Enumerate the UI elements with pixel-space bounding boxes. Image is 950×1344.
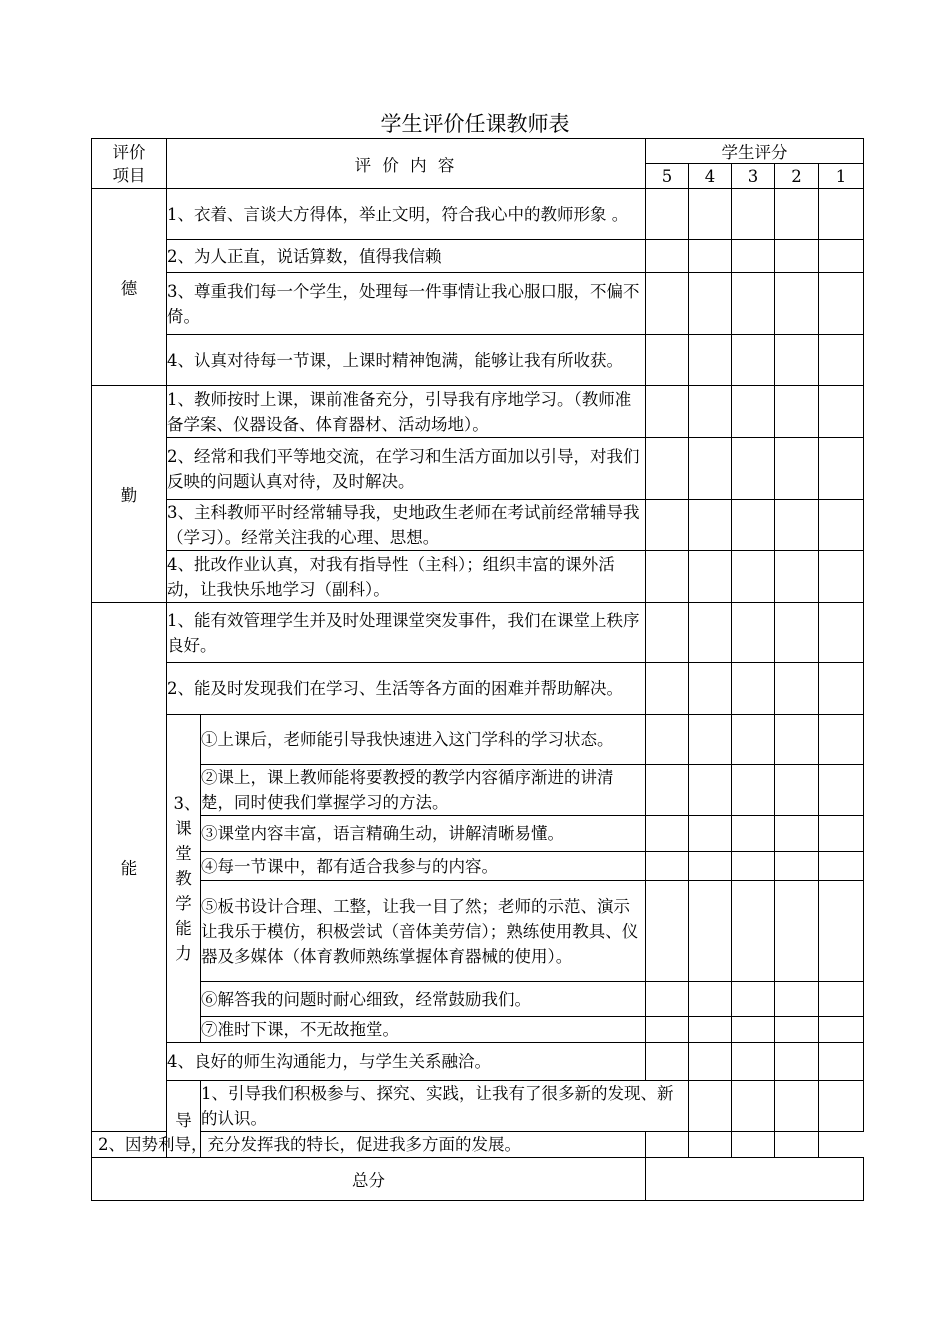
section-label-neng: 能 [92,603,167,1132]
criterion-text: 1、衣着、言谈大方得体，举止文明，符合我心中的教师形象 。 [167,189,646,240]
score-cell-4[interactable] [689,438,732,500]
score-cell-2[interactable] [775,603,819,663]
evaluation-table [91,138,864,1201]
criterion-text: 4、认真对待每一节课，上课时精神饱满，能够让我有所收获。 [167,335,646,386]
score-cell-3[interactable] [732,816,775,852]
criterion-text: 2、为人正直，说话算数，值得我信赖 [167,240,646,273]
score-cell-2[interactable] [775,189,819,240]
score-cell-3[interactable] [732,551,775,603]
criterion-text: 3、尊重我们每一个学生，处理每一件事情让我心服口服，不偏不倚。 [167,273,646,335]
score-cell-4[interactable] [689,386,732,438]
score-cell-3[interactable] [732,335,775,386]
criterion-text: 1、教师按时上课，课前准备充分，引导我有序地学习。（教师准备学案、仪器设备、体育器材、活动场地）。 [167,386,646,438]
score-cell-3[interactable] [732,881,775,982]
score-cell-4[interactable] [689,500,732,551]
section-label-dao: 导 [167,1081,201,1158]
score-cell-4[interactable] [689,765,732,816]
score-cell-1[interactable] [819,816,864,852]
score-cell-3[interactable] [732,1043,775,1081]
criterion-text: 1、引导我们积极参与、探究、实践，让我有了很多新的发现、新的认识。 [201,1081,689,1132]
score-cell-5[interactable] [646,852,689,881]
score-cell-3[interactable] [732,715,775,765]
score-cell-4[interactable] [689,816,732,852]
score-cell-3[interactable] [689,1132,732,1158]
score-cell-2[interactable] [775,1043,819,1081]
score-cell-1[interactable] [819,765,864,816]
sub-criterion-text: ⑥解答我的问题时耐心细致，经常鼓励我们。 [201,982,646,1017]
score-header-2: 2 [775,164,819,189]
score-cell-2[interactable] [775,816,819,852]
criterion-text: 2、经常和我们平等地交流，在学习和生活方面加以引导，对我们反映的问题认真对待，及时解决。 [167,438,646,500]
score-cell-5[interactable] [646,1043,689,1081]
score-cell-2[interactable] [775,715,819,765]
score-cell-1[interactable] [819,240,864,273]
header-content: 评 价 内 容 [167,139,646,189]
header-item-line-1: 评价 [112,142,146,162]
score-cell-3[interactable] [732,852,775,881]
page-title: 学生评价任课教师表 [380,112,570,136]
score-cell-4[interactable] [689,603,732,663]
score-cell-2[interactable] [775,240,819,273]
score-cell-5[interactable] [646,273,689,335]
sub-criterion-text: ②课上，课上教师能将要教授的教学内容循序渐进的讲清楚，同时使我们掌握学习的方法。 [201,765,646,816]
score-cell-1[interactable] [819,551,864,603]
score-cell-1[interactable] [819,386,864,438]
section-label-qin: 勤 [92,386,167,603]
score-cell-5[interactable] [646,715,689,765]
score-cell-2[interactable] [775,551,819,603]
score-cell-4[interactable] [689,663,732,715]
score-cell-3[interactable] [732,603,775,663]
score-cell-4[interactable] [689,335,732,386]
criterion-text: 1、能有效管理学生并及时处理课堂突发事件，我们在课堂上秩序良好。 [167,603,646,663]
score-cell-1[interactable] [819,663,864,715]
criterion-text: 3、主科教师平时经常辅导我，史地政生老师在考试前经常辅导我（学习）。经常关注我的心理、思想。 [167,500,646,551]
score-cell-4[interactable] [732,1081,775,1132]
score-cell-2[interactable] [775,852,819,881]
score-cell-3[interactable] [732,1017,775,1043]
criterion-text: 4、批改作业认真，对我有指导性（主科）；组织丰富的课外活动，让我快乐地学习（副科）。 [167,551,646,603]
score-cell-1[interactable] [819,715,864,765]
score-cell-2[interactable] [775,982,819,1017]
criterion-text: 4、良好的师生沟通能力，与学生关系融洽。 [167,1043,646,1081]
score-cell-2[interactable] [775,335,819,386]
score-cell-4[interactable] [646,1132,689,1158]
sub-criterion-text: ⑤板书设计合理、工整，让我一目了然；老师的示范、演示让我乐于模仿，积极尝试（音体美劳信）；熟练使用教具、仪器及多媒体（体育教师熟练掌握体育器械的使用）。 [201,881,646,982]
score-cell-2[interactable] [819,1081,864,1132]
score-cell-3[interactable] [732,663,775,715]
score-cell-5[interactable] [646,240,689,273]
score-cell-5[interactable] [646,551,689,603]
score-cell-2[interactable] [775,386,819,438]
score-cell-2[interactable] [732,1132,775,1158]
score-cell-1[interactable] [819,273,864,335]
subsection-label-text: 3、课堂教学能力 [173,794,201,963]
score-cell-3[interactable] [732,500,775,551]
subsection-label-teaching-ability [167,715,201,1043]
header-item-cell [92,139,167,189]
score-cell-2[interactable] [775,273,819,335]
score-cell-5[interactable] [646,603,689,663]
score-cell-5[interactable] [646,982,689,1017]
score-cell-2[interactable] [775,500,819,551]
score-cell-1[interactable] [819,1017,864,1043]
score-cell-5[interactable] [646,1017,689,1043]
score-cell-1[interactable] [819,603,864,663]
score-cell-2[interactable] [775,881,819,982]
score-cell-5[interactable] [646,386,689,438]
sub-criterion-text: ⑦准时下课，不无故拖堂。 [201,1017,646,1043]
score-cell-4[interactable] [689,1017,732,1043]
score-cell-5[interactable] [689,1081,732,1132]
score-cell-2[interactable] [775,765,819,816]
score-cell-4[interactable] [689,273,732,335]
score-cell-5[interactable] [646,881,689,982]
score-cell-1[interactable] [819,1043,864,1081]
score-cell-1[interactable] [819,500,864,551]
score-cell-1[interactable] [819,189,864,240]
score-cell-5[interactable] [646,816,689,852]
score-cell-1[interactable] [819,852,864,881]
score-cell-3[interactable] [732,189,775,240]
score-cell-5[interactable] [646,189,689,240]
sub-criterion-text: ①上课后，老师能引导我快速进入这门学科的学习状态。 [201,715,646,765]
score-cell-3[interactable] [732,240,775,273]
score-header-3: 3 [732,164,775,189]
score-cell-3[interactable] [732,386,775,438]
score-cell-2[interactable] [775,663,819,715]
score-cell-4[interactable] [689,189,732,240]
score-cell-4[interactable] [689,1043,732,1081]
criterion-text: 2、因势利导，充分发挥我的特长，促进我多方面的发展。 [92,1132,201,1158]
score-cell-4[interactable] [689,240,732,273]
score-cell-1[interactable] [775,1132,819,1158]
header-score-group: 学生评分 [646,139,864,164]
score-header-1: 1 [819,164,864,189]
section-label-de: 德 [92,189,167,386]
total-label: 总分 [92,1158,646,1201]
score-cell-4[interactable] [689,982,732,1017]
score-cell-3[interactable] [732,438,775,500]
criterion-text: 2、能及时发现我们在学习、生活等各方面的困难并帮助解决。 [167,663,646,715]
score-cell-5[interactable] [646,438,689,500]
header-item-line-2: 项目 [112,165,146,185]
sub-criterion-text: ③课堂内容丰富，语言精确生动，讲解清晰易懂。 [201,816,646,852]
score-cell-3[interactable] [732,273,775,335]
score-cell-1[interactable] [819,881,864,982]
score-header-4: 4 [689,164,732,189]
score-cell-4[interactable] [689,551,732,603]
score-cell-5[interactable] [646,500,689,551]
total-score-cell[interactable] [646,1158,864,1201]
score-cell-1[interactable] [819,982,864,1017]
score-cell-4[interactable] [689,881,732,982]
sub-criterion-text: ④每一节课中，都有适合我参与的内容。 [201,852,646,881]
score-header-5: 5 [646,164,689,189]
score-cell-2[interactable] [775,438,819,500]
score-cell-4[interactable] [689,715,732,765]
score-cell-5[interactable] [646,663,689,715]
score-cell-2[interactable] [775,1017,819,1043]
score-cell-3[interactable] [775,1081,819,1132]
score-cell-3[interactable] [732,765,775,816]
score-cell-5[interactable] [646,765,689,816]
score-cell-5[interactable] [646,335,689,386]
score-cell-3[interactable] [732,982,775,1017]
score-cell-4[interactable] [689,852,732,881]
score-cell-1[interactable] [819,335,864,386]
score-cell-1[interactable] [819,438,864,500]
